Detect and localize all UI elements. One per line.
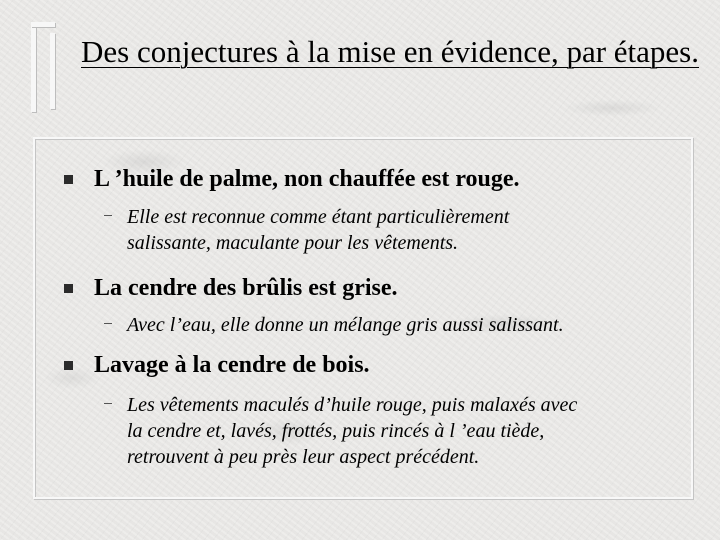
- sub-bullet-line: retrouvent à peu près leur aspect précédent.: [127, 446, 480, 468]
- square-bullet-icon: [64, 361, 73, 370]
- bullet-text: L ’huile de palme, non chauffée est rouge.: [94, 166, 520, 192]
- title-frame-inner-bar: [50, 33, 55, 109]
- title-frame-left-bar: [31, 22, 36, 112]
- bullet-text: Lavage à la cendre de bois.: [94, 352, 370, 378]
- sub-bullet-line: la cendre et, lavés, frottés, puis rincés à l ’eau tiède,: [127, 420, 545, 442]
- dash-bullet-icon: [104, 215, 112, 216]
- bullet-text: La cendre des brûlis est grise.: [94, 275, 398, 301]
- sub-bullet-text: [127, 204, 687, 256]
- sub-bullet-line: Avec l’eau, elle donne un mélange gris aussi salissant.: [127, 314, 564, 336]
- sub-bullet-line: salissante, maculante pour les vêtements.: [127, 232, 459, 254]
- slide-title: Des conjectures à la mise en évidence, par étapes.: [81, 34, 699, 69]
- title-frame-top-bar: [31, 22, 55, 27]
- sub-bullet-line: Les vêtements maculés d’huile rouge, puis malaxés avec: [127, 394, 578, 416]
- sub-bullet-text: [127, 312, 687, 338]
- dash-bullet-icon: [104, 403, 112, 404]
- square-bullet-icon: [64, 175, 73, 184]
- sub-bullet-line: Elle est reconnue comme étant particulièrement: [127, 206, 510, 228]
- sub-bullet-text: [127, 392, 687, 470]
- square-bullet-icon: [64, 284, 73, 293]
- dash-bullet-icon: [104, 323, 112, 324]
